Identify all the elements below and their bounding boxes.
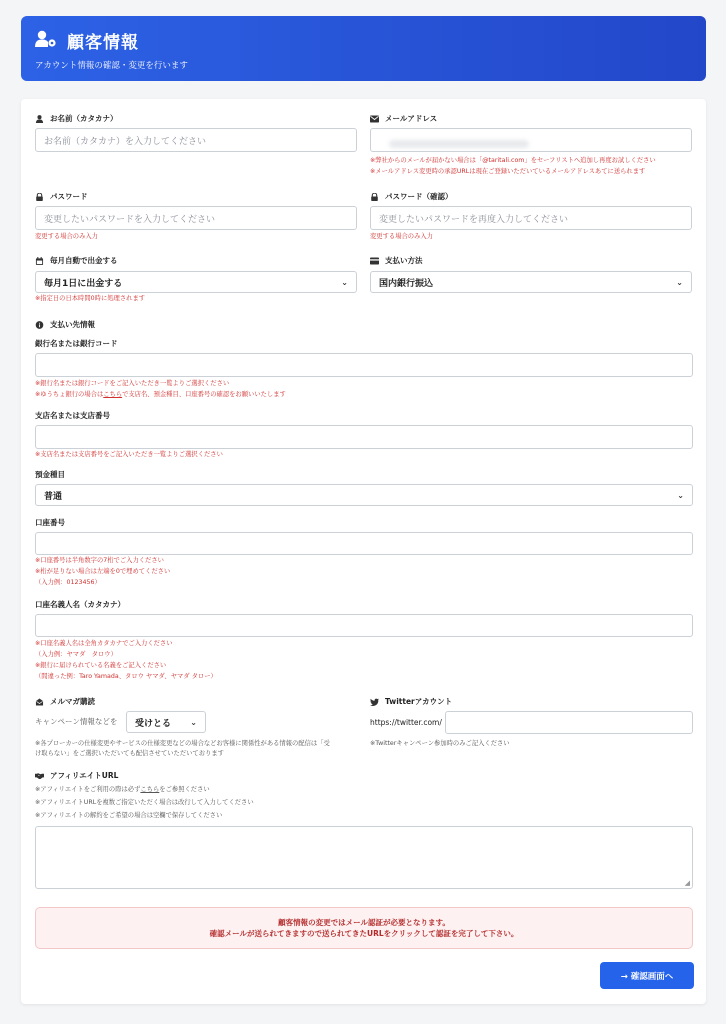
bank-note-2: [35, 390, 286, 401]
affiliate-url-textarea[interactable]: [35, 826, 693, 889]
auto-withdraw-label: [35, 255, 118, 266]
chevron-down-icon: ⌄: [341, 277, 348, 287]
newsletter-label: [35, 696, 95, 707]
page-title: 顧客情報: [67, 33, 139, 53]
affiliate-terms-link[interactable]: こちら: [140, 786, 160, 793]
email-note-2: ※メールアドレス変更時の承認URLは現在ご登録いただいているメールアドレスあてに送られます: [370, 168, 646, 175]
account-number-input[interactable]: [35, 532, 693, 555]
affiliate-label-text: アフィリエイトURL: [50, 771, 119, 780]
name-placeholder: お名前（カタカナ）を入力してください: [44, 136, 207, 147]
email-input[interactable]: [370, 128, 692, 152]
payee-label: [35, 319, 95, 330]
payee-label-text: 支払い先情報: [50, 320, 95, 329]
bank-note-2-post: で支店名、預金種目、口座番号の確認をお願いいたします: [122, 391, 286, 398]
user-gear-icon: [35, 30, 57, 48]
yucho-link[interactable]: こちら: [103, 391, 123, 398]
twitter-label: [370, 696, 452, 707]
branch-input[interactable]: [35, 425, 693, 449]
password-confirm-label-text: パスワード（確認）: [385, 192, 453, 201]
calendar-icon: [35, 257, 44, 265]
password-placeholder: 変更したいパスワードを入力してください: [44, 214, 216, 225]
affiliate-note-3: ※アフィリエイトの解約をご希望の場合は空欄で保存してください: [35, 812, 223, 819]
payment-method-label: [370, 255, 423, 266]
account-holder-input[interactable]: [35, 614, 693, 637]
email-note-1: ※弊社からのメールが届かない場合は「@taritali.com」をセーフリストへ追加し再度お試しください: [370, 157, 656, 164]
resize-handle-icon[interactable]: ◢: [684, 879, 690, 887]
password-confirm-note: 変更する場合のみ入力: [370, 233, 433, 240]
newsletter-note-1: ※各プローカーの仕様変更やサービスの仕様変更などの場合などお客様に関係性がある情報の配信は「受: [35, 740, 330, 747]
account-number-note-3: （入力例：0123456）: [35, 579, 101, 586]
newsletter-prefix: キャンペーン情報などを: [35, 717, 118, 726]
password-confirm-placeholder: 変更したいパスワードを再度入力してください: [379, 214, 569, 225]
page-subtitle: アカウント情報の確認・変更を行います: [35, 61, 188, 71]
affiliate-note-2: ※アフィリエイトURLを複数ご指定いただく場合は改行して入力してください: [35, 799, 254, 806]
password-label: [35, 191, 88, 202]
payment-method-label-text: 支払い方法: [385, 256, 423, 265]
handshake-icon: [35, 772, 44, 780]
twitter-label-text: Twitterアカウント: [385, 697, 453, 706]
affiliate-note-1: [35, 785, 210, 796]
auto-withdraw-value: 毎月1日に出金する: [44, 278, 123, 289]
branch-label: 支店名または支店番号: [35, 411, 110, 420]
email-verification-alert: [35, 907, 693, 949]
user-icon: [35, 115, 44, 123]
chevron-down-icon: ⌄: [677, 490, 684, 500]
newsletter-label-text: メルマガ購読: [50, 697, 95, 706]
name-label: [35, 113, 118, 124]
affiliate-note-1-post: をご参照ください: [159, 786, 210, 793]
info-circle-icon: [35, 321, 44, 329]
account-type-select[interactable]: [35, 484, 693, 506]
account-number-note-1: ※口座番号は半角数字の7桁でご入力ください: [35, 557, 164, 564]
affiliate-label: [35, 770, 118, 781]
twitter-input[interactable]: [445, 711, 693, 734]
account-type-value: 普通: [44, 491, 63, 502]
alert-line-1: 顧客情報の変更ではメール認証が必要となります。: [278, 918, 450, 927]
affiliate-note-1-pre: ※アフィリエイトをご利用の際は必ず: [35, 786, 141, 793]
name-label-text: お名前（カタカナ）: [50, 114, 118, 123]
account-holder-note-1: ※口座名義人名は全角カタカナでご入力ください: [35, 640, 173, 647]
twitter-icon: [370, 698, 379, 706]
password-confirm-label: [370, 191, 453, 202]
password-note: 変更する場合のみ入力: [35, 233, 98, 240]
newsletter-value: 受けとる: [135, 718, 172, 729]
newsletter-note-2: け取らない」をご選択いただいても配信させていただいております: [35, 750, 224, 757]
auto-withdraw-label-text: 毎月自動で出金する: [50, 256, 118, 265]
auto-withdraw-select[interactable]: [35, 271, 357, 293]
twitter-note: ※Twitterキャンペーン参加時のみご記入ください: [370, 740, 510, 747]
bank-note-1: ※銀行名または銀行コードをご記入いただき一覧よりご選択ください: [35, 380, 230, 387]
account-holder-note-4: （間違った例：Taro Yamada、タロウ ヤマダ、ヤマダ タロー）: [35, 673, 217, 680]
twitter-prefix: https://twitter.com/: [370, 718, 442, 727]
email-label: [370, 113, 437, 124]
confirm-button[interactable]: → 確認画面へ: [600, 962, 694, 989]
envelope-open-icon: [35, 698, 44, 706]
account-holder-note-2: （入力例：ヤマダ タロウ）: [35, 651, 117, 658]
password-input[interactable]: [35, 206, 357, 230]
payment-method-value: 国内銀行振込: [379, 278, 434, 289]
password-label-text: パスワード: [50, 192, 88, 201]
email-value-blurred: [389, 140, 529, 148]
page-header: [21, 16, 706, 81]
envelope-icon: [370, 115, 379, 123]
email-label-text: メールアドレス: [385, 114, 438, 123]
bank-note-2-pre: ※ゆうちょ銀行の場合は: [35, 391, 104, 398]
account-number-label: 口座番号: [35, 518, 65, 527]
auto-withdraw-note: ※指定日の日本時間0時に処理されます: [35, 295, 146, 302]
bank-input[interactable]: [35, 353, 693, 377]
payment-method-select[interactable]: [370, 271, 692, 293]
newsletter-select[interactable]: [126, 711, 206, 733]
chevron-down-icon: ⌄: [190, 717, 197, 727]
credit-card-icon: [370, 257, 379, 265]
account-number-note-2: ※桁が足りない場合は左端を0で埋めてください: [35, 568, 171, 575]
password-confirm-input[interactable]: [370, 206, 692, 230]
chevron-down-icon: ⌄: [676, 277, 683, 287]
bank-label: 銀行名または銀行コード: [35, 339, 118, 348]
name-input[interactable]: [35, 128, 357, 152]
account-type-label: 預金種目: [35, 470, 65, 479]
customer-form: [21, 99, 706, 1004]
alert-line-2: 確認メールが送られてきますので送られてきたURLをクリックして認証を完了して下さい。: [209, 929, 519, 938]
account-holder-note-3: ※銀行に届けられている名義をご記入ください: [35, 662, 167, 669]
branch-note: ※支店名または支店番号をご記入いただき一覧よりご選択ください: [35, 451, 223, 458]
account-holder-label: 口座名義人名（カタカナ）: [35, 600, 125, 609]
lock-icon: [35, 193, 44, 201]
lock-icon: [370, 193, 379, 201]
